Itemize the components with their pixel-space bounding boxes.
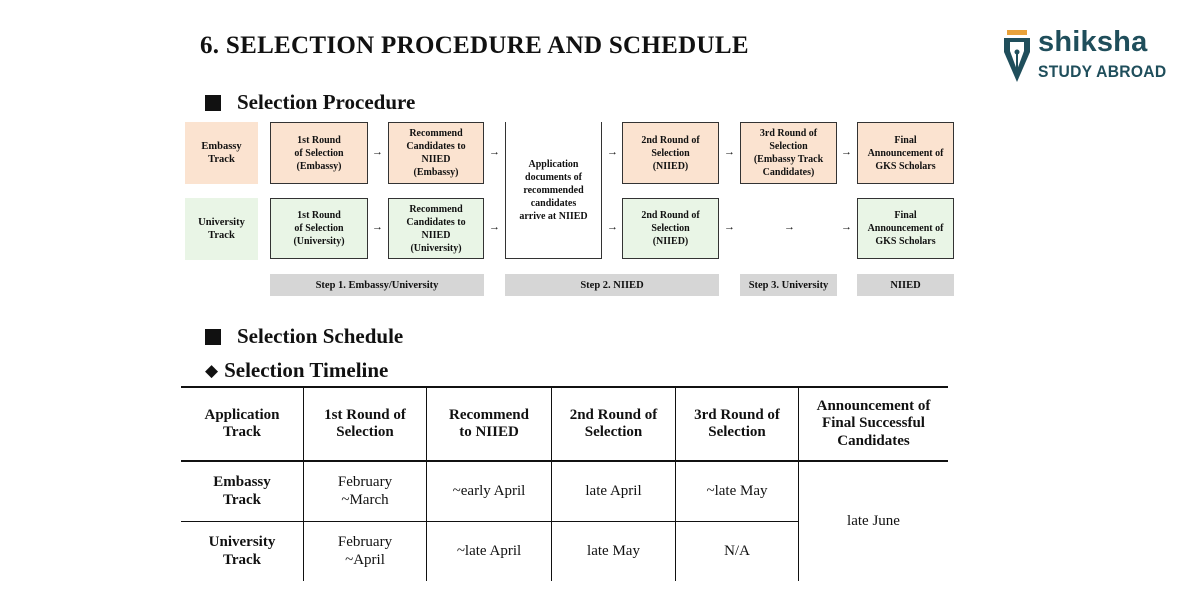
column-header: Application Track [181, 387, 304, 461]
procedure-heading-text: Selection Procedure [237, 90, 416, 114]
university-final-box: Final Announcement of GKS Scholars [857, 198, 954, 259]
embassy-final-box: Final Announcement of GKS Scholars [857, 122, 954, 184]
embassy-round2-box: 2nd Round of Selection (NIIED) [622, 122, 719, 184]
final-announcement-cell: late June [799, 461, 949, 581]
table-row [181, 461, 948, 522]
schedule-heading-text: Selection Schedule [237, 324, 404, 348]
university-round1-box: 1st Round of Selection (University) [270, 198, 368, 259]
track-cell: Embassy Track [181, 461, 304, 522]
column-header: Announcement of Final Successful Candidates [799, 387, 949, 461]
embassy-round3-box: 3rd Round of Selection (Embassy Track Candidates) [740, 122, 837, 184]
arrow: → [841, 146, 852, 158]
column-header: 2nd Round of Selection [552, 387, 676, 461]
university-round2-box: 2nd Round of Selection (NIIED) [622, 198, 719, 259]
arrow: → [372, 146, 383, 158]
column-header: 3rd Round of Selection [676, 387, 799, 461]
page-title: 6. SELECTION PROCEDURE AND SCHEDULE [200, 32, 749, 59]
embassy-recommend-box: Recommend Candidates to NIIED (Embassy) [388, 122, 484, 184]
timeline-heading [205, 358, 388, 383]
arrow: → [489, 221, 500, 233]
pen-nib-logo-icon [1000, 30, 1034, 84]
recommend-cell: ~early April [427, 461, 552, 522]
selection-timeline-table [181, 386, 948, 581]
square-bullet-icon [205, 329, 221, 345]
round2-cell: late May [552, 522, 676, 582]
step-bar-1: Step 1. Embassy/University [270, 274, 484, 296]
arrow: → [607, 221, 618, 233]
step-bar-2: Step 2. NIIED [505, 274, 719, 296]
track-cell: University Track [208, 534, 276, 568]
timeline-heading-text: Selection Timeline [224, 358, 389, 382]
round3-cell: ~late May [676, 461, 799, 522]
step-bar-3: Step 3. University [740, 274, 837, 296]
embassy-round1-box: 1st Round of Selection (Embassy) [270, 122, 368, 184]
recommend-cell: ~late April [427, 522, 552, 582]
procedure-heading [205, 90, 415, 115]
logo-subtitle: STUDY ABROAD [1038, 62, 1167, 81]
round2-cell: late April [552, 461, 676, 522]
arrow: → [724, 146, 735, 158]
arrow: → [841, 221, 852, 233]
arrow: → [607, 146, 618, 158]
arrow: → [724, 221, 735, 233]
round3-cell: N/A [676, 522, 799, 582]
logo-wordmark: shiksha [1038, 26, 1148, 58]
round1-cell: February ~April [304, 522, 427, 582]
application-documents-box: Application documents of recommended candidates arrive at NIIED [505, 122, 602, 259]
step-bar-4: NIIED [857, 274, 954, 296]
arrow: → [784, 221, 795, 233]
arrow: → [372, 221, 383, 233]
square-bullet-icon [205, 95, 221, 111]
diamond-bullet-icon: ◆ [205, 360, 219, 380]
embassy-track-label: Embassy Track [185, 122, 258, 184]
university-recommend-box: Recommend Candidates to NIIED (University) [388, 198, 484, 259]
column-header: 1st Round of Selection [304, 387, 427, 461]
schedule-heading [205, 324, 403, 349]
round1-cell: February ~March [304, 461, 427, 522]
university-track-label: University Track [185, 198, 258, 260]
column-header: Recommend to NIIED [427, 387, 552, 461]
table-header-row [181, 387, 948, 461]
arrow: → [489, 146, 500, 158]
